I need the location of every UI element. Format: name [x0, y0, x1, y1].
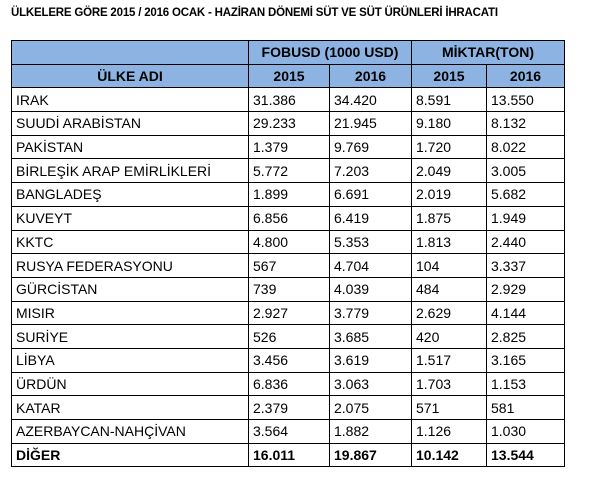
cell-qty-2016: 5.682 — [487, 183, 565, 207]
cell-qty-2015: 571 — [412, 396, 487, 420]
cell-qty-2016: 8.132 — [487, 112, 565, 136]
cell-qty-2016: 3.005 — [487, 159, 565, 183]
table-body — [12, 88, 565, 467]
cell-fob-2015: 739 — [249, 277, 330, 301]
header-group-fob: FOBUSD (1000 USD) — [249, 41, 412, 65]
table-row-other — [12, 443, 565, 467]
table-row — [12, 348, 565, 372]
cell-fob-2015: 31.386 — [249, 88, 330, 112]
cell-qty-2015: 1.720 — [412, 135, 487, 159]
cell-country: GÜRCİSTAN — [12, 277, 249, 301]
cell-country: ÜRDÜN — [12, 372, 249, 396]
cell-qty-2016: 2.440 — [487, 230, 565, 254]
header-row-years — [12, 64, 565, 88]
cell-country: KKTC — [12, 230, 249, 254]
table-row — [12, 183, 565, 207]
export-table — [11, 40, 565, 467]
cell-fob-2016: 4.039 — [330, 277, 412, 301]
cell-qty-2015: 10.142 — [412, 443, 487, 467]
cell-fob-2015: 6.836 — [249, 372, 330, 396]
header-year-qty-2015: 2015 — [412, 64, 487, 88]
table-row — [12, 372, 565, 396]
cell-country: BİRLEŞİK ARAP EMİRLİKLERİ — [12, 159, 249, 183]
cell-qty-2015: 1.703 — [412, 372, 487, 396]
cell-country: LİBYA — [12, 348, 249, 372]
cell-qty-2016: 2.825 — [487, 325, 565, 349]
cell-fob-2016: 34.420 — [330, 88, 412, 112]
cell-qty-2016: 13.550 — [487, 88, 565, 112]
cell-qty-2016: 1.030 — [487, 420, 565, 444]
cell-fob-2015: 4.800 — [249, 230, 330, 254]
cell-qty-2015: 484 — [412, 277, 487, 301]
cell-qty-2016: 3.337 — [487, 254, 565, 278]
cell-qty-2015: 2.019 — [412, 183, 487, 207]
cell-country: IRAK — [12, 88, 249, 112]
cell-qty-2015: 1.126 — [412, 420, 487, 444]
cell-qty-2016: 4.144 — [487, 301, 565, 325]
cell-fob-2016: 3.685 — [330, 325, 412, 349]
cell-fob-2016: 21.945 — [330, 112, 412, 136]
cell-fob-2015: 5.772 — [249, 159, 330, 183]
cell-country: SURİYE — [12, 325, 249, 349]
header-group-qty: MİKTAR(TON) — [412, 41, 565, 65]
table-row — [12, 420, 565, 444]
header-year-qty-2016: 2016 — [487, 64, 565, 88]
header-year-fob-2015: 2015 — [249, 64, 330, 88]
cell-country: DİĞER — [12, 443, 249, 467]
table-row — [12, 88, 565, 112]
cell-country: AZERBAYCAN-NAHÇİVAN — [12, 420, 249, 444]
table-row — [12, 206, 565, 230]
cell-country: KUVEYT — [12, 206, 249, 230]
cell-qty-2016: 1.153 — [487, 372, 565, 396]
cell-qty-2016: 13.544 — [487, 443, 565, 467]
table-row — [12, 396, 565, 420]
cell-fob-2015: 3.564 — [249, 420, 330, 444]
cell-fob-2016: 1.882 — [330, 420, 412, 444]
table-row — [12, 254, 565, 278]
table-row — [12, 277, 565, 301]
cell-fob-2016: 3.063 — [330, 372, 412, 396]
cell-fob-2016: 6.691 — [330, 183, 412, 207]
table-row — [12, 112, 565, 136]
cell-fob-2016: 4.704 — [330, 254, 412, 278]
cell-fob-2016: 3.779 — [330, 301, 412, 325]
cell-fob-2015: 2.379 — [249, 396, 330, 420]
cell-fob-2015: 6.856 — [249, 206, 330, 230]
cell-fob-2016: 5.353 — [330, 230, 412, 254]
document-title: ÜLKELERE GÖRE 2015 / 2016 OCAK - HAZİRAN DÖNEMİ SÜT VE SÜT ÜRÜNLERİ İHRACATI — [11, 7, 498, 19]
cell-qty-2015: 1.813 — [412, 230, 487, 254]
cell-country: PAKİSTAN — [12, 135, 249, 159]
header-row-groups — [12, 41, 565, 65]
cell-qty-2015: 8.591 — [412, 88, 487, 112]
cell-fob-2016: 7.203 — [330, 159, 412, 183]
table-row — [12, 301, 565, 325]
cell-qty-2015: 104 — [412, 254, 487, 278]
cell-qty-2015: 9.180 — [412, 112, 487, 136]
cell-fob-2015: 2.927 — [249, 301, 330, 325]
header-year-fob-2016: 2016 — [330, 64, 412, 88]
table-header — [12, 41, 565, 88]
cell-qty-2016: 2.929 — [487, 277, 565, 301]
cell-country: BANGLADEŞ — [12, 183, 249, 207]
cell-country: KATAR — [12, 396, 249, 420]
header-corner — [12, 41, 249, 65]
cell-qty-2015: 1.875 — [412, 206, 487, 230]
cell-fob-2015: 1.899 — [249, 183, 330, 207]
cell-fob-2015: 16.011 — [249, 443, 330, 467]
cell-qty-2016: 581 — [487, 396, 565, 420]
cell-country: MISIR — [12, 301, 249, 325]
cell-fob-2015: 29.233 — [249, 112, 330, 136]
cell-fob-2016: 2.075 — [330, 396, 412, 420]
cell-fob-2016: 6.419 — [330, 206, 412, 230]
cell-qty-2016: 8.022 — [487, 135, 565, 159]
table-row — [12, 230, 565, 254]
cell-qty-2016: 3.165 — [487, 348, 565, 372]
table-row — [12, 325, 565, 349]
cell-qty-2015: 1.517 — [412, 348, 487, 372]
table-row — [12, 135, 565, 159]
cell-fob-2015: 567 — [249, 254, 330, 278]
cell-qty-2016: 1.949 — [487, 206, 565, 230]
cell-country: SUUDİ ARABİSTAN — [12, 112, 249, 136]
cell-fob-2015: 1.379 — [249, 135, 330, 159]
cell-country: RUSYA FEDERASYONU — [12, 254, 249, 278]
cell-qty-2015: 2.049 — [412, 159, 487, 183]
cell-qty-2015: 2.629 — [412, 301, 487, 325]
cell-fob-2016: 3.619 — [330, 348, 412, 372]
cell-fob-2015: 526 — [249, 325, 330, 349]
cell-qty-2015: 420 — [412, 325, 487, 349]
cell-fob-2016: 9.769 — [330, 135, 412, 159]
cell-fob-2015: 3.456 — [249, 348, 330, 372]
header-country: ÜLKE ADI — [12, 64, 249, 88]
table-row — [12, 159, 565, 183]
cell-fob-2016: 19.867 — [330, 443, 412, 467]
